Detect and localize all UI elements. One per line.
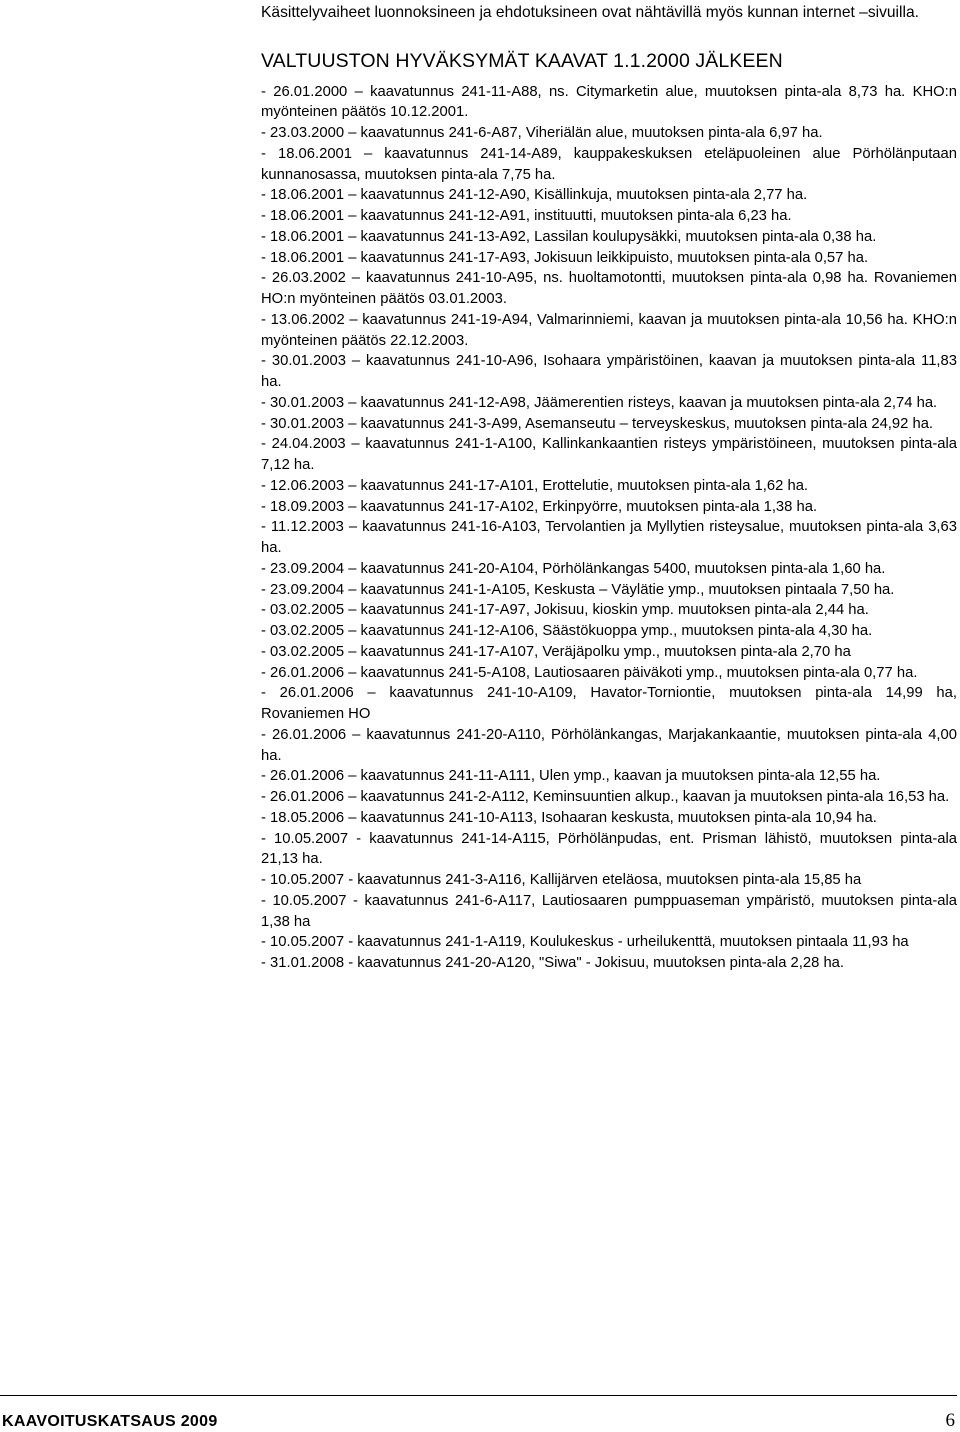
page-number: 6 — [945, 1410, 955, 1431]
document-body — [261, 3, 957, 974]
plan-list — [261, 82, 957, 974]
plan-entry: - 31.01.2008 - kaavatunnus 241-20-A120, "Siwa" - Jokisuu, muutoksen pinta-ala 2,28 ha. — [261, 955, 845, 971]
plan-entry: - 23.09.2004 – kaavatunnus 241-20-A104, Pörhölänkangas 5400, muutoksen pinta-ala 1,60 ha. — [261, 560, 886, 577]
plan-entry: - 26.01.2006 – kaavatunnus 241-20-A110, Pörhölänkangas, Marjakankaantie, muutoksen pinta-ala 4,00 ha. — [261, 726, 957, 764]
plan-entry: - 30.01.2003 – kaavatunnus 241-12-A98, Jäämerentien risteys, kaavan ja muutoksen pinta-ala 2,74 ha. — [261, 394, 938, 411]
plan-entry: - 26.01.2006 – kaavatunnus 241-5-A108, Lautiosaaren päiväkoti ymp., muutoksen pinta-ala 0,77 ha. — [261, 664, 918, 681]
plan-entry: - 26.01.2000 – kaavatunnus 241-11-A88, ns. Citymarketin alue, muutoksen pinta-ala 8,73 ha. KHO:n myönteinen päätös 10.12.2001. — [261, 83, 957, 121]
plan-entry: - 03.02.2005 – kaavatunnus 241-12-A106, Säästökuoppa ymp., muutoksen pinta-ala 4,30 ha. — [261, 623, 873, 639]
section-heading: VALTUUSTON HYVÄKSYMÄT KAAVAT 1.1.2000 JÄLKEEN — [261, 49, 783, 72]
plan-entry: - 26.01.2006 – kaavatunnus 241-10-A109, Havator-Torniontie, muutoksen pinta-ala 14,99 ha, Rovaniemen HO — [261, 685, 957, 722]
plan-entry: - 11.12.2003 – kaavatunnus 241-16-A103, Tervolantien ja Myllytien risteysalue, muutoksen pinta-ala 3,63 ha. — [261, 519, 957, 556]
plan-entry: - 18.09.2003 – kaavatunnus 241-17-A102, Erkinpyörre, muutoksen pinta-ala 1,38 ha. — [261, 498, 818, 515]
intro-paragraph: Käsittelyvaiheet luonnoksineen ja ehdotuksineen ovat nähtävillä myös kunnan internet –sivuilla. — [261, 4, 919, 21]
plan-entry: - 26.01.2006 – kaavatunnus 241-11-A111, Ulen ymp., kaavan ja muutoksen pinta-ala 12,55 ha. — [261, 768, 881, 785]
plan-entry: - 03.02.2005 – kaavatunnus 241-17-A97, Jokisuu, kioskin ymp. muutoksen pinta-ala 2,44 ha. — [261, 602, 869, 619]
plan-entry: - 18.06.2001 – kaavatunnus 241-13-A92, Lassilan koulupysäkki, muutoksen pinta-ala 0,38 ha. — [261, 228, 877, 245]
plan-entry: - 18.06.2001 – kaavatunnus 241-12-A90, Kisällinkuja, muutoksen pinta-ala 2,77 ha. — [261, 187, 808, 204]
plan-entry: - 10.05.2007 - kaavatunnus 241-14-A115, Pörhölänpudas, ent. Prisman lähistö, muutoksen pinta-ala 21,13 ha. — [261, 830, 957, 868]
plan-entry: - 30.01.2003 – kaavatunnus 241-3-A99, Asemanseutu – terveyskeskus, muutoksen pinta-ala 24,92 ha. — [261, 415, 934, 432]
plan-entry: - 10.05.2007 - kaavatunnus 241-1-A119, Koulukeskus - urheilukenttä, muutoksen pintaala 11,93 ha — [261, 934, 909, 951]
page-footer — [0, 1395, 957, 1432]
footer-title: KAAVOITUSKATSAUS 2009 — [2, 1413, 218, 1430]
plan-entry: - 18.06.2001 – kaavatunnus 241-17-A93, Jokisuun leikkipuisto, muutoksen pinta-ala 0,57 ha. — [261, 249, 869, 266]
plan-entry: - 03.02.2005 – kaavatunnus 241-17-A107, Veräjäpolku ymp., muutoksen pinta-ala 2,70 ha — [261, 643, 851, 660]
plan-entry: - 23.03.2000 – kaavatunnus 241-6-A87, Viheriälän alue, muutoksen pinta-ala 6,97 ha. — [261, 125, 823, 141]
plan-entry: - 13.06.2002 – kaavatunnus 241-19-A94, Valmarinniemi, kaavan ja muutoksen pinta-ala 10,56 ha. KHO:n myönteinen päätös 22.12.2003. — [261, 311, 957, 349]
plan-entry: - 26.01.2006 – kaavatunnus 241-2-A112, Keminsuuntien alkup., kaavan ja muutoksen pinta-ala 16,53 ha. — [261, 789, 950, 805]
plan-entry: - 18.06.2001 – kaavatunnus 241-12-A91, instituutti, muutoksen pinta-ala 6,23 ha. — [261, 208, 792, 224]
plan-entry: - 18.05.2006 – kaavatunnus 241-10-A113, Isohaaran keskusta, muutoksen pinta-ala 10,94 ha. — [261, 809, 877, 826]
plan-entry: - 12.06.2003 – kaavatunnus 241-17-A101, Erottelutie, muutoksen pinta-ala 1,62 ha. — [261, 477, 809, 494]
plan-entry: - 10.05.2007 - kaavatunnus 241-6-A117, Lautiosaaren pumppuaseman ympäristö, muutoksen pinta-ala 1,38 ha — [261, 892, 957, 930]
plan-entry: - 26.03.2002 – kaavatunnus 241-10-A95, ns. huoltamotontti, muutoksen pinta-ala 0,98 ha. Rovaniemen HO:n myönteinen päätös 03.01.2003. — [261, 270, 957, 307]
plan-entry: - 30.01.2003 – kaavatunnus 241-10-A96, Isohaara ympäristöinen, kaavan ja muutoksen pinta-ala 11,83 ha. — [261, 353, 957, 390]
plan-entry: - 24.04.2003 – kaavatunnus 241-1-A100, Kallinkankaantien risteys ympäristöineen, muutoksen pinta-ala 7,12 ha. — [261, 436, 957, 473]
plan-entry: - 10.05.2007 - kaavatunnus 241-3-A116, Kallijärven eteläosa, muutoksen pinta-ala 15,85 ha — [261, 872, 862, 888]
plan-entry: - 18.06.2001 – kaavatunnus 241-14-A89, kauppakeskuksen eteläpuoleinen alue Pörhölänputaan kunnanosassa, muutoksen pinta-ala 7,75 ha. — [261, 145, 957, 183]
plan-entry: - 23.09.2004 – kaavatunnus 241-1-A105, Keskusta – Väylätie ymp., muutoksen pintaala 7,50 ha. — [261, 581, 895, 598]
